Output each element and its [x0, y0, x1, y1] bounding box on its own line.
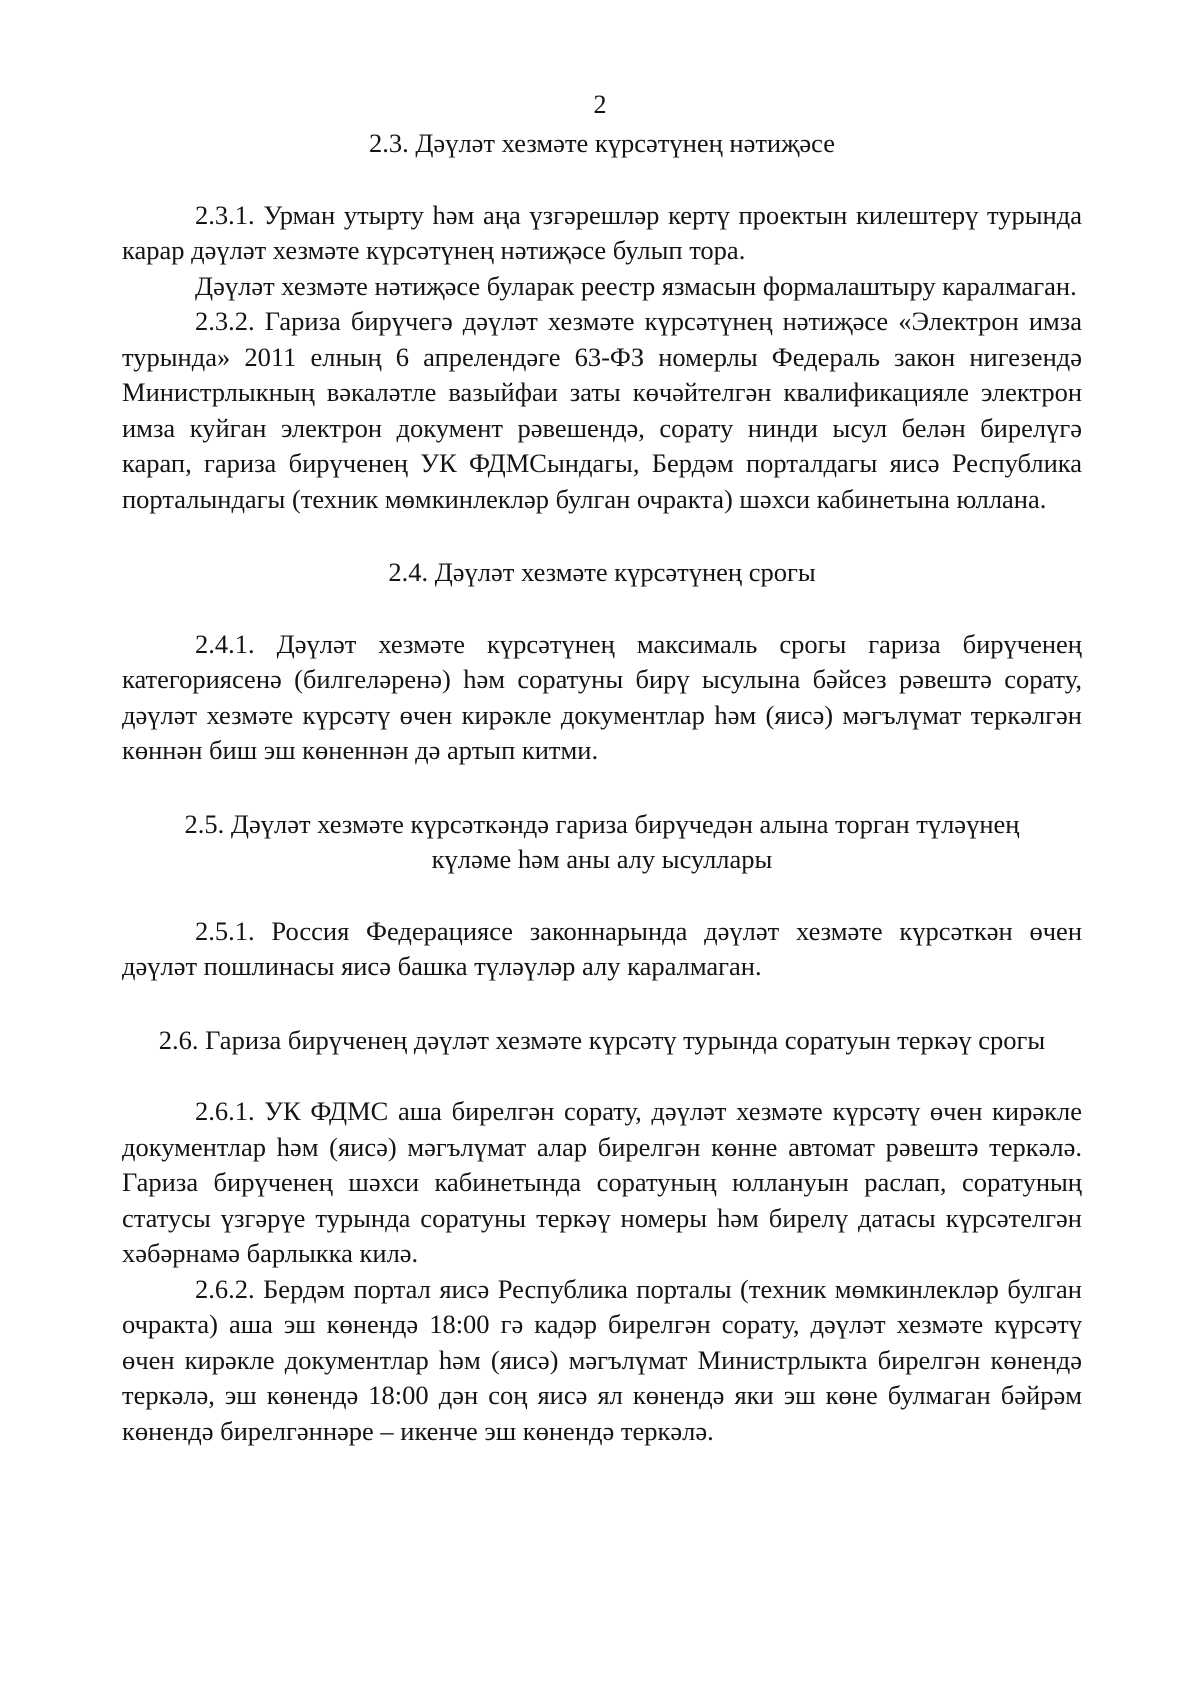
paragraph-2-6-1: 2.6.1. УК ФДМС аша бирелгән сорату, дәүләт хезмәте күрсәтү өчен кирәкле документлар һәм (яисә) мәгълүмат алар бирелгән көнне автомат рәвештә теркәлә. Гариза бирүченең шәхси кабинетында соратуның юллануын раслап, соратуның статусы үзгәрүе турында соратуны теркәү номеры һәм бирелү датасы күрсәтелгән хәбәрнамә барлыкка килә. [122, 1096, 1082, 1268]
section-heading-2-3: 2.3. Дәүләт хезмәте күрсәтүнең нәтиҗәсе [368, 128, 836, 158]
paragraph-2-3-2: 2.3.2. Гариза бирүчегә дәүләт хезмәте күрсәтүнең нәтиҗәсе «Электрон имза турында» 2011 елның 6 апрелендәге 63-ФЗ номерлы Федераль закон нигезендә Министрлыкның вәкаләтле вазыйфаи заты көчәйтелгән квалификацияле электрон имза куйган электрон документ рәвешендә, сорату нинди ысул белән бирелүгә карап, гариза бирүченең УК ФДМСындагы, Бердәм порталдагы яисә Республика порталындагы (техник мөмкинлекләр булган очракта) шәхси кабинетына юллана. [122, 306, 1082, 514]
page-number: 2 [593, 90, 607, 119]
spacer [122, 985, 1082, 1023]
paragraph-2-4-1: 2.4.1. Дәүләт хезмәте күрсәтүнең максималь срогы гариза бирүченең категориясенә (билгеләренә) һәм соратуны бирү ысулына бәйсез рәвештә сорату, дәүләт хезмәте күрсәтү өчен кирәкле документлар һәм (яисә) мәгълүмат теркәлгән көннән биш эш көненнән дә артып китми. [122, 628, 1082, 765]
spacer [122, 769, 1082, 807]
spacer [122, 591, 1082, 627]
spacer [122, 878, 1082, 914]
spacer [122, 162, 1082, 198]
paragraph-2-6-2: 2.6.2. Бердәм портал яисә Республика порталы (техник мөмкинлекләр булган очракта) аша эш көнендә 18:00 гә кадәр бирелгән сорату, дәүләт хезмәте күрсәтү өчен кирәкле документлар һәм (яисә) мәгълүмат Министрлыкта бирелгән көнендә теркәлә, эш көнендә 18:00 дән соң яисә ял көнендә яки эш көне булмаган бәйрәм көнендә бирелгәннәре – икенче эш көнендә теркәлә. [122, 1273, 1082, 1446]
document-body [122, 126, 1082, 1449]
section-heading-2-5: 2.5. Дәүләт хезмәте күрсәткәндә гариза бирүчедән алына торган түләүнең күләме һәм аны алу ысуллары [184, 808, 1020, 874]
paragraph-2-3-1-note: Дәүләт хезмәте нәтиҗәсе буларак реестр язмасын формалаштыру каралмаган. [195, 270, 1077, 301]
spacer [122, 1058, 1082, 1094]
section-heading-2-4: 2.4. Дәүләт хезмәте күрсәтүнең срогы [388, 557, 816, 587]
section-heading-2-6: 2.6. Гариза бирүченең дәүләт хезмәте күрсәтү турында соратуын теркәү срогы [158, 1024, 1046, 1055]
paragraph-2-5-1: 2.5.1. Россия Федерациясе законнарында дәүләт хезмәте күрсәткән өчен дәүләт пошлинасы яисә башка түләүләр алу каралмаган. [122, 915, 1082, 981]
spacer [122, 517, 1082, 555]
paragraph-2-3-1: 2.3.1. Урман утырту һәм аңа үзгәрешләр кертү проектын килештерү турында карар дәүләт хезмәте күрсәтүнең нәтиҗәсе булып тора. [122, 199, 1082, 265]
